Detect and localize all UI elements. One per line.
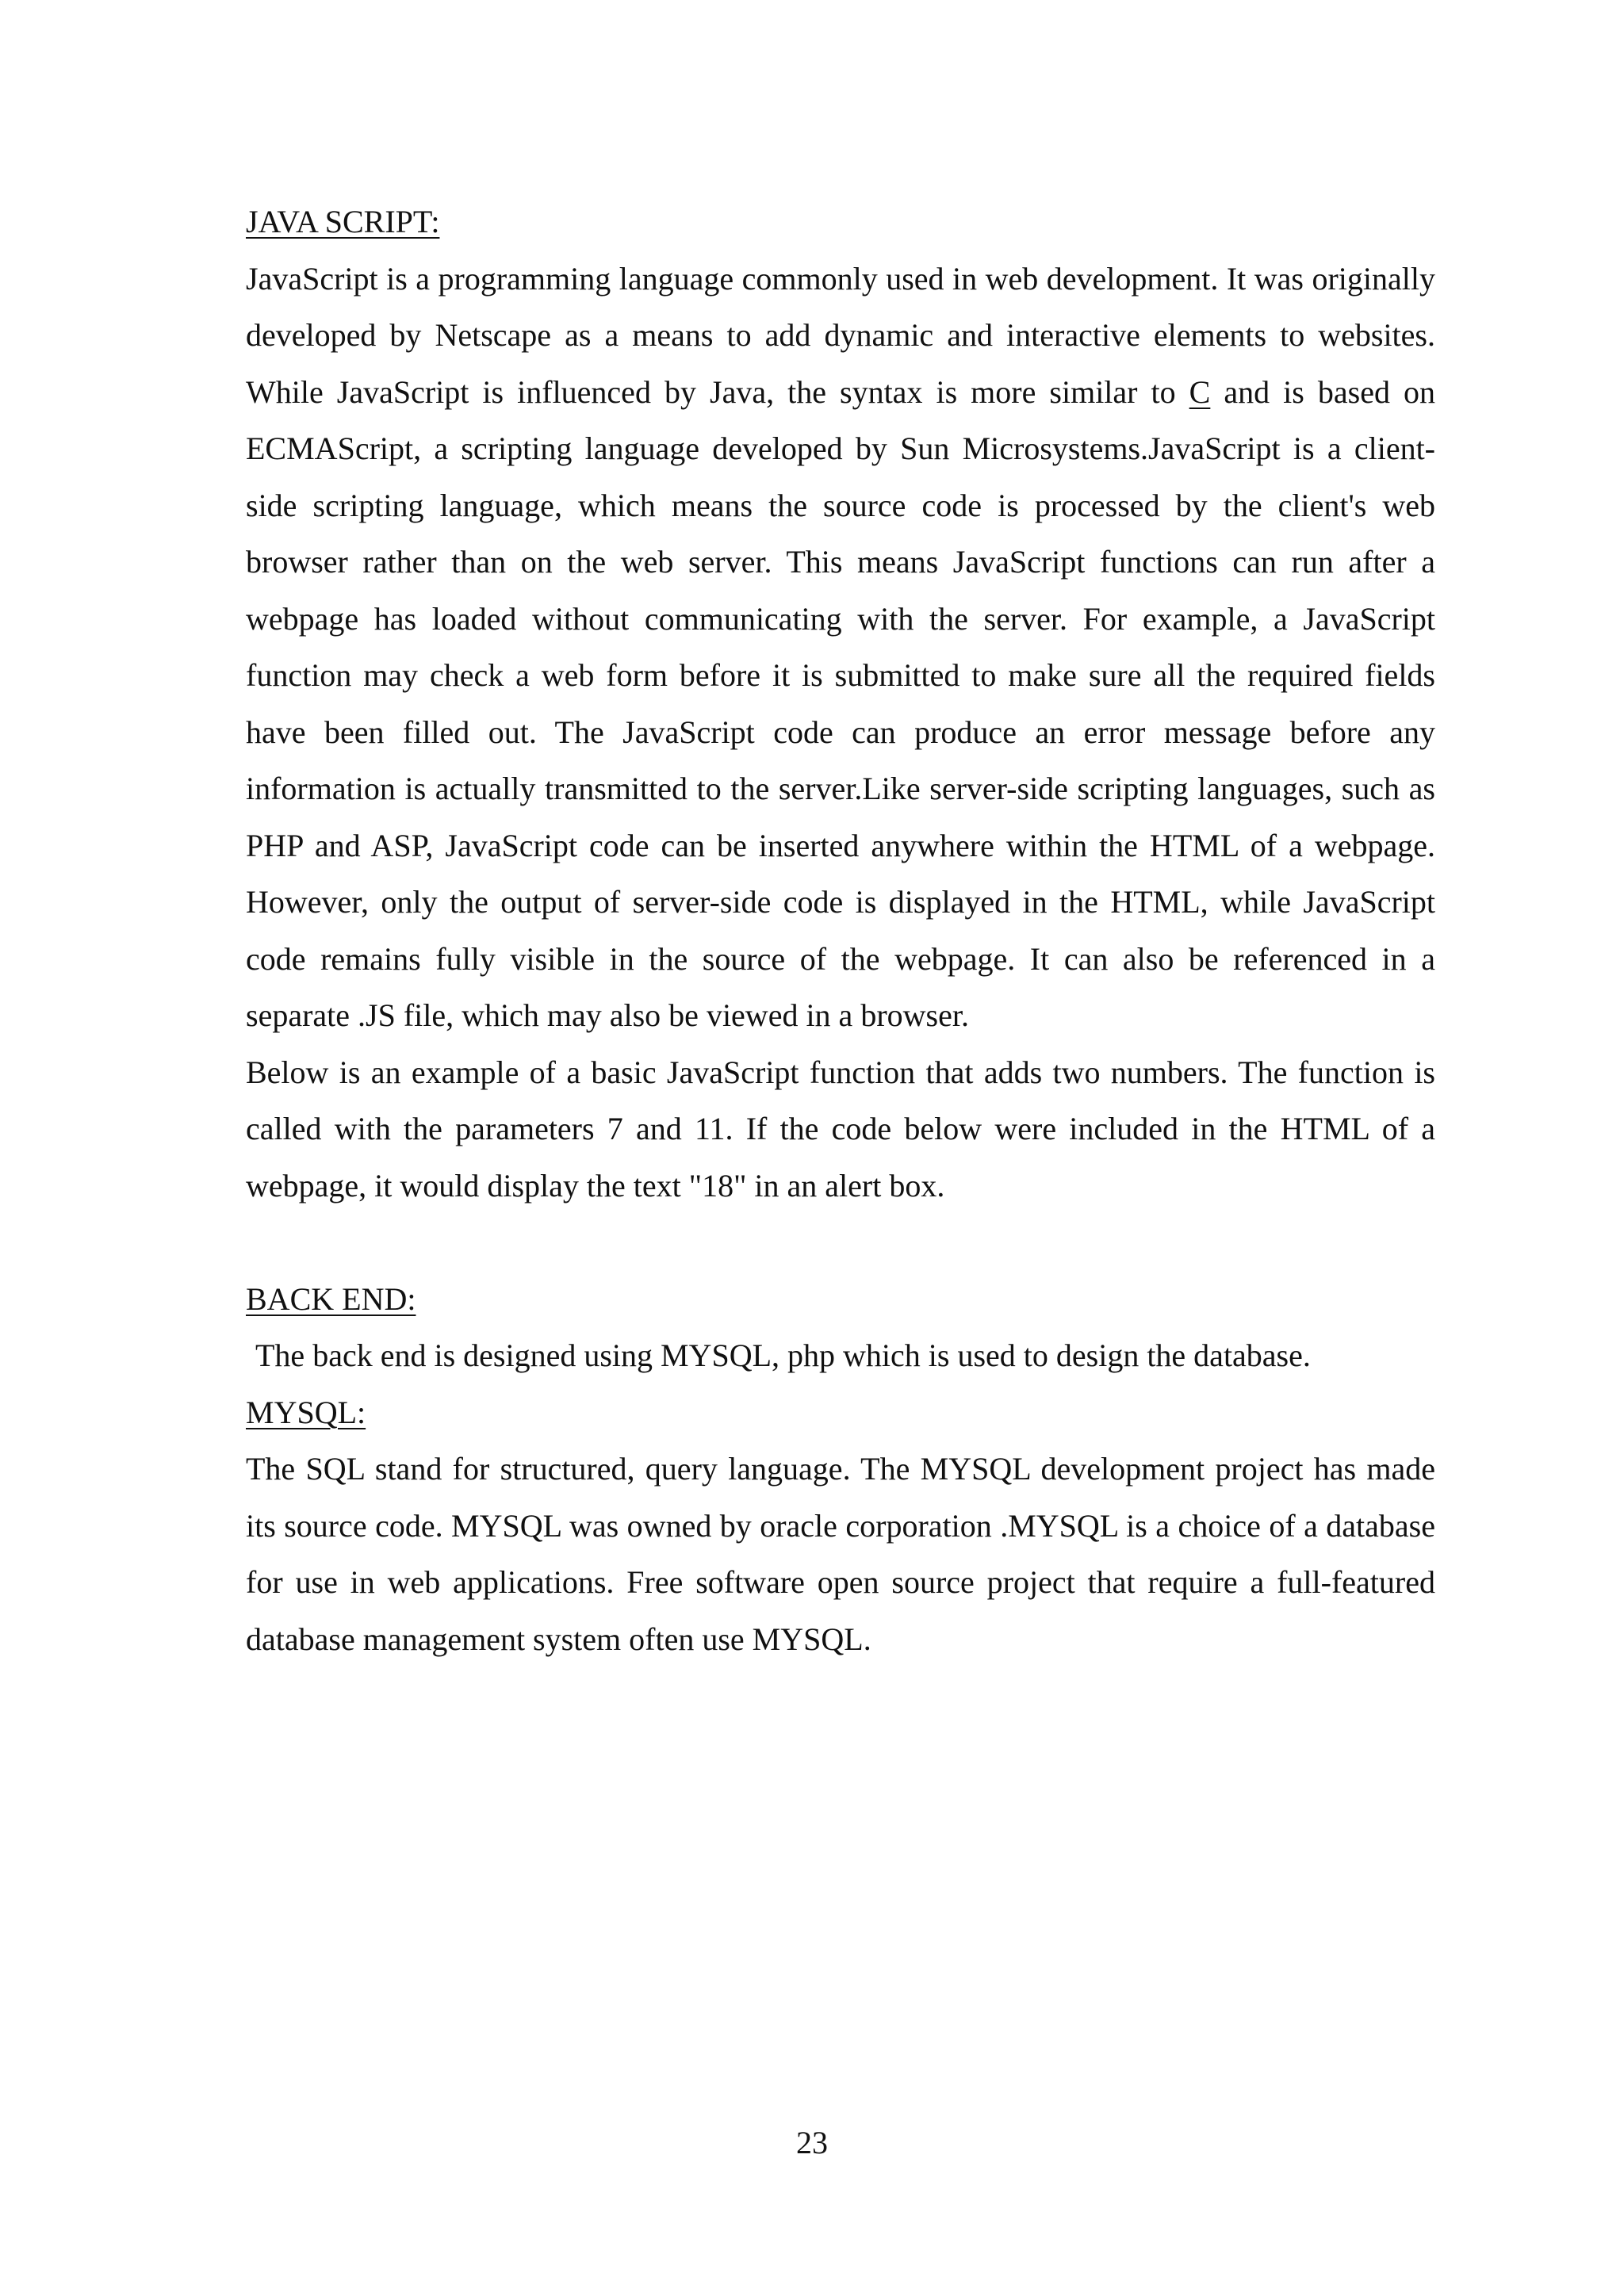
page-content — [246, 193, 1435, 1667]
backend-heading: BACK END: — [246, 1280, 416, 1317]
mysql-heading: MYSQL: — [246, 1394, 366, 1430]
javascript-paragraph — [246, 251, 1435, 1044]
javascript-paragraph-text-start: JavaScript is a programming language commonly used in web development. It was originally developed by Netscape as a means to add dynamic and interactive elements to websites. While JavaScript is influenced by Java, the syntax is more similar to — [246, 260, 1435, 410]
section-spacer — [246, 1214, 1435, 1271]
javascript-heading: JAVA SCRIPT: — [246, 204, 440, 239]
mysql-paragraph: The SQL stand for structured, query language. The MYSQL development project has made its source code. MYSQL was owned by oracle corporation .MYSQL is a choice of a database for use in web applications. Free software open source project that require a full-featured database management system often use MYSQL. — [246, 1451, 1435, 1657]
page-number: 23 — [796, 2125, 828, 2160]
javascript-paragraph-text-end: and is based on ECMAScript, a scripting language developed by Sun Microsystems.JavaScript is a client-side scripting language, which means the source code is processed by the client's web browser rather than on the web server. This means JavaScript functions can run after a webpage has loaded without communicating with the server. For example, a JavaScript function may check a web form before it is submitted to make sure all the required fields have been filled out. The JavaScript code can produce an error message before any information is actually transmitted to the server.Like server-side scripting languages, such as PHP and ASP, JavaScript code can be inserted anywhere within the HTML of a webpage. However, only the output of server-side code is displayed in the HTML, while JavaScript code remains fully visible in the source of the webpage. It can also be referenced in a separate .JS file, which may also be viewed in a browser. — [246, 373, 1435, 1033]
c-language-link[interactable]: C — [1189, 373, 1211, 410]
javascript-example-paragraph: Below is an example of a basic JavaScript function that adds two numbers. The function is called with the parameters 7 and 11. If the code below were included in the HTML of a webpage, it would display the text "18" in an alert box. — [246, 1054, 1435, 1203]
backend-paragraph: The back end is designed using MYSQL, php which is used to design the database. — [255, 1337, 1311, 1373]
